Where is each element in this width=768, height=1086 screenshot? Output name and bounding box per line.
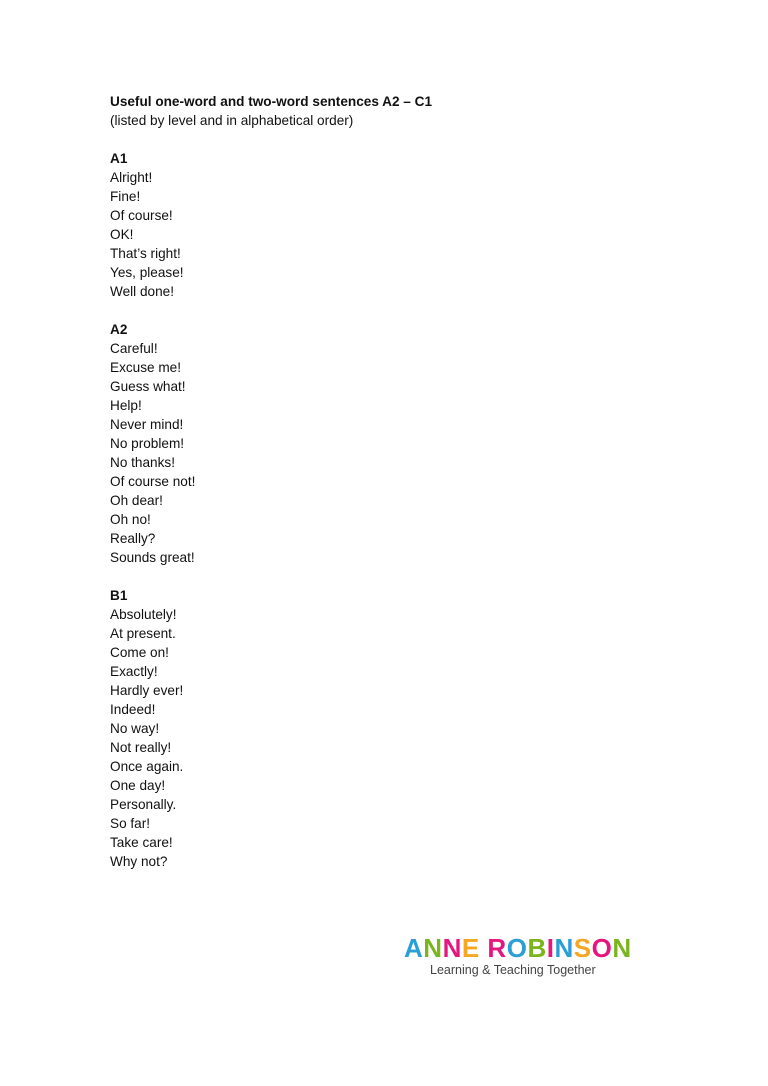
list-item: Sounds great!	[110, 550, 195, 565]
list-item: No way!	[110, 721, 160, 736]
logo-name: ANNE ROBINSON	[404, 933, 632, 963]
list-item: No thanks!	[110, 455, 175, 470]
list-item: That’s right!	[110, 246, 181, 261]
section-heading: B1	[110, 588, 128, 603]
list-item: Fine!	[110, 189, 141, 204]
list-item: Help!	[110, 398, 142, 413]
list-item: Indeed!	[110, 702, 156, 717]
list-item: No problem!	[110, 436, 185, 451]
document-subtitle: (listed by level and in alphabetical order)	[110, 113, 354, 128]
list-item: Alright!	[110, 170, 153, 185]
list-item: Yes, please!	[110, 265, 184, 280]
list-item: Once again.	[110, 759, 184, 774]
brand-logo	[404, 934, 654, 978]
section-heading: A1	[110, 151, 128, 166]
list-item: Excuse me!	[110, 360, 182, 375]
list-item: At present.	[110, 626, 176, 641]
list-item: Absolutely!	[110, 607, 177, 622]
list-item: Well done!	[110, 284, 174, 299]
list-item: Exactly!	[110, 664, 158, 679]
list-item: Oh no!	[110, 512, 151, 527]
list-item: So far!	[110, 816, 151, 831]
section-heading: A2	[110, 322, 128, 337]
list-item: Not really!	[110, 740, 172, 755]
list-item: Of course!	[110, 208, 173, 223]
document-body	[110, 92, 432, 871]
list-item: Oh dear!	[110, 493, 163, 508]
section-a2	[110, 320, 432, 567]
document-title: Useful one-word and two-word sentences A2 – C1	[110, 94, 433, 109]
logo-tagline: Learning & Teaching Together	[430, 963, 596, 977]
list-item: OK!	[110, 227, 134, 242]
section-a1	[110, 149, 432, 301]
list-item: Take care!	[110, 835, 173, 850]
list-item: Personally.	[110, 797, 177, 812]
section-b1	[110, 586, 432, 871]
list-item: Why not?	[110, 854, 168, 869]
list-item: Of course not!	[110, 474, 196, 489]
list-item: One day!	[110, 778, 166, 793]
list-item: Really?	[110, 531, 156, 546]
list-item: Guess what!	[110, 379, 186, 394]
list-item: Careful!	[110, 341, 158, 356]
list-item: Hardly ever!	[110, 683, 184, 698]
list-item: Never mind!	[110, 417, 184, 432]
list-item: Come on!	[110, 645, 169, 660]
